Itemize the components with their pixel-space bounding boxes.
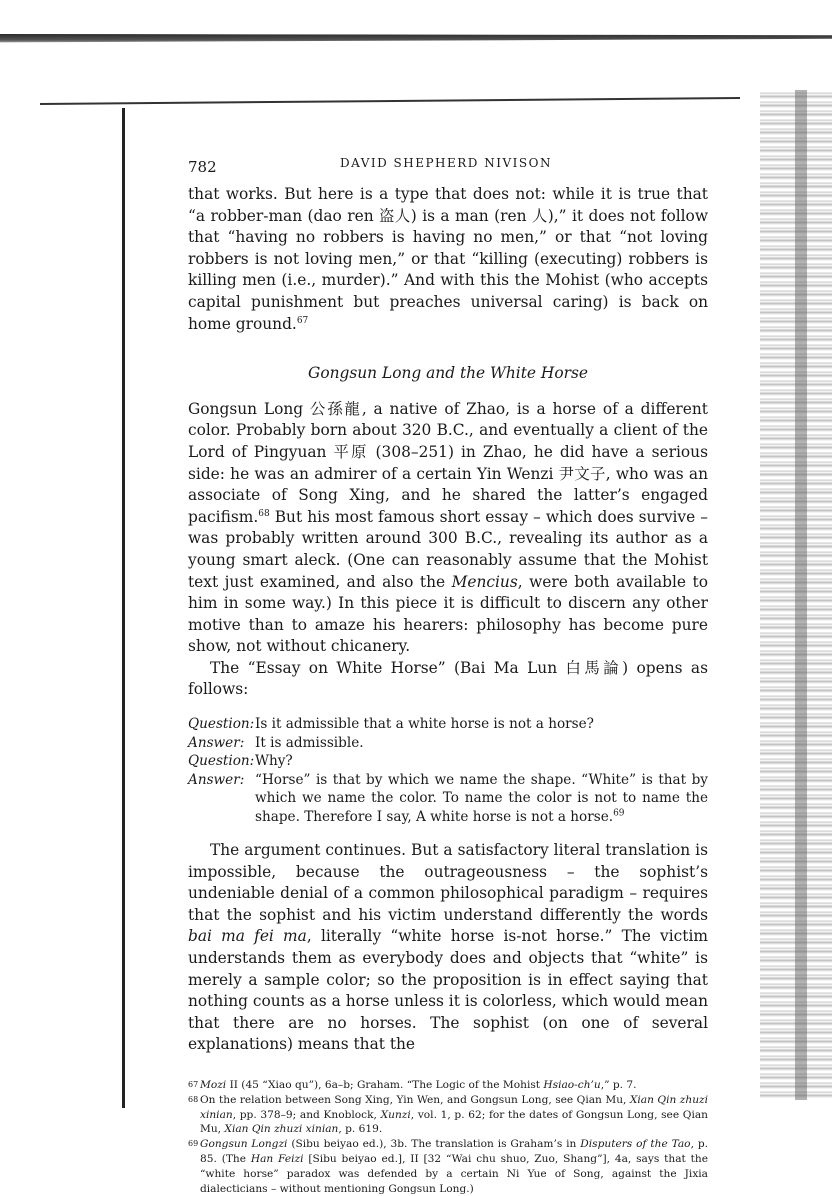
footnote-69 bbox=[188, 1137, 708, 1196]
dialogue-text: It is admissible. bbox=[255, 734, 364, 751]
paragraph-2-text-a: Gongsun Long 公孫龍, a native of Zhao, is a horse of a different color. Probably born about 320 B.C., and eventually a client of the Lord of Pingyuan 平原 (308–251) in Zhao, he did have a serious side: he was an admirer of a certain Yin Wenzi 尹文子, who was an associate of Song Xing, and he shared the latter’s engaged pacifism. bbox=[188, 399, 708, 526]
running-head: DAVID SHEPHERD NIVISON bbox=[340, 156, 552, 170]
footnote-ref-67: 67 bbox=[296, 315, 309, 326]
dialogue-text-with-note bbox=[255, 771, 708, 827]
body-text bbox=[188, 184, 708, 1196]
footnote-plain: , vol. 1, p. 62; for the dates of Gongsun Long, see Qian Mu, bbox=[200, 1108, 708, 1136]
page-number: 782 bbox=[188, 158, 217, 176]
footnote-italic: Mozi bbox=[200, 1079, 227, 1091]
paragraph-2-text-b: But his most famous short essay – which does survive – was probably written around 300 B.C., revealing its author as a young smart aleck. (One can reasonably assume that the Mohist text just examined, and also the bbox=[188, 507, 708, 591]
footnote-plain: II (45 “Xiao qu”), 6a–b; Graham. “The Logic of the Mohist bbox=[226, 1079, 544, 1091]
bai-ma-fei-ma: bai ma fei ma bbox=[188, 927, 307, 946]
footnote-text bbox=[200, 1078, 708, 1093]
footnote-plain: , pp. 378–9; and Knoblock, bbox=[232, 1108, 381, 1121]
dialogue-label: Question: bbox=[188, 716, 255, 733]
footnote-plain: [Sibu beiyao ed.], II [32 “Wai chu shuo, Zuo, Shang”], 4a, says that the “white horse” paradox was defended by a certain Ni Yue of Song, against the Jixia dialecticians – without mentioning Gongsun Long.) bbox=[200, 1152, 708, 1195]
paragraph-2-text-c: , were both available to him in some way.) In this piece it is difficult to discern any other motive than to amaze his hearers: philosophy has become pure show, not without chicanery. bbox=[188, 572, 708, 656]
footnote-plain: , p. 85. (The bbox=[200, 1138, 708, 1165]
footnote-68 bbox=[188, 1093, 708, 1137]
paragraph-4 bbox=[188, 840, 708, 1056]
dialogue-label: Answer: bbox=[188, 734, 245, 751]
paragraph-1 bbox=[188, 184, 708, 335]
paragraph-4-text-b: , literally “white horse is-not horse.” The victim understands them as everybody does and objects that “white” is merely a sample color; so the proposition is in effect saying that nothing counts as a horse unless it is colorless, which would mean that there are no horses. The sophist (on one of several explanations) means that the bbox=[188, 927, 708, 1054]
dialogue-line bbox=[188, 752, 708, 771]
dialogue-line bbox=[188, 771, 708, 827]
footnote-text bbox=[200, 1093, 708, 1137]
paragraph-2 bbox=[188, 399, 708, 658]
footnote-ref-68: 68 bbox=[258, 508, 270, 519]
dialogue-label: Question: bbox=[188, 753, 255, 770]
footnote-number: 67 bbox=[188, 1080, 199, 1089]
footnote-plain: On the relation between Song Xing, Yin Wen, and Gongsun Long, see Qian Mu, bbox=[200, 1093, 630, 1106]
footnote-italic: Gongsun Longzi bbox=[200, 1138, 288, 1151]
footnote-italic: Xian Qin zhuzi xinian bbox=[200, 1093, 708, 1121]
footnote-italic: Xian Qin zhuzi xinian bbox=[224, 1123, 339, 1136]
paragraph-4-text-a: The argument continues. But a satisfactory literal translation is impossible, because the outrageousness – the sophist’s undeniable denial of a common philosophical paradigm – requires that the sophist and his victim understand differently the words bbox=[188, 841, 708, 924]
footnote-italic: Han Feizi bbox=[250, 1152, 304, 1165]
dialogue-block bbox=[188, 715, 708, 826]
dialogue-text: Is it admissible that a white horse is not a horse? bbox=[255, 716, 594, 733]
footnote-plain: (Sibu beiyao ed.), 3b. The translation is Graham’s in bbox=[287, 1138, 581, 1151]
footnote-number: 69 bbox=[188, 1139, 199, 1149]
mencius-title: Mencius bbox=[451, 572, 518, 591]
footnotes bbox=[188, 1078, 708, 1196]
dialogue-label: Answer: bbox=[188, 771, 245, 788]
footnote-67 bbox=[188, 1078, 708, 1093]
paragraph-3: The “Essay on White Horse” (Bai Ma Lun 白馬論) opens as follows: bbox=[188, 658, 708, 699]
footnote-italic: Xunzi bbox=[380, 1108, 411, 1121]
dialogue-text: “Horse” is that by which we name the shape. “White” is that by which we name the color. To name the color is not to name the shape. Therefore I say, A white horse is not a horse. bbox=[255, 771, 708, 825]
footnote-text bbox=[200, 1137, 708, 1196]
footnote-ref-69: 69 bbox=[613, 808, 625, 819]
footnote-italic: Hsiao-ch’u bbox=[543, 1079, 601, 1091]
dialogue-line bbox=[188, 734, 708, 753]
footnote-plain: ,” p. 7. bbox=[600, 1079, 637, 1091]
section-heading: Gongsun Long and the White Horse bbox=[308, 364, 588, 383]
dialogue-text: Why? bbox=[255, 753, 293, 770]
footnote-italic: Disputers of the Tao bbox=[580, 1138, 691, 1151]
footnote-number: 68 bbox=[188, 1094, 199, 1104]
footnote-plain: , p. 619. bbox=[338, 1123, 383, 1136]
paragraph-1-text: that works. But here is a type that does not: while it is true that “a robber-man (dao ren 盗人) is a man (ren 人),” it does not follow that “having no robbers is having no men,” or that “not loving robbers is not loving men,” or that “killing (executing) robbers is killing men (i.e., murder).” And with this the Mohist (who accepts capital punishment but preaches universal caring) is back on home ground. bbox=[188, 185, 708, 333]
dialogue-line bbox=[188, 715, 708, 734]
